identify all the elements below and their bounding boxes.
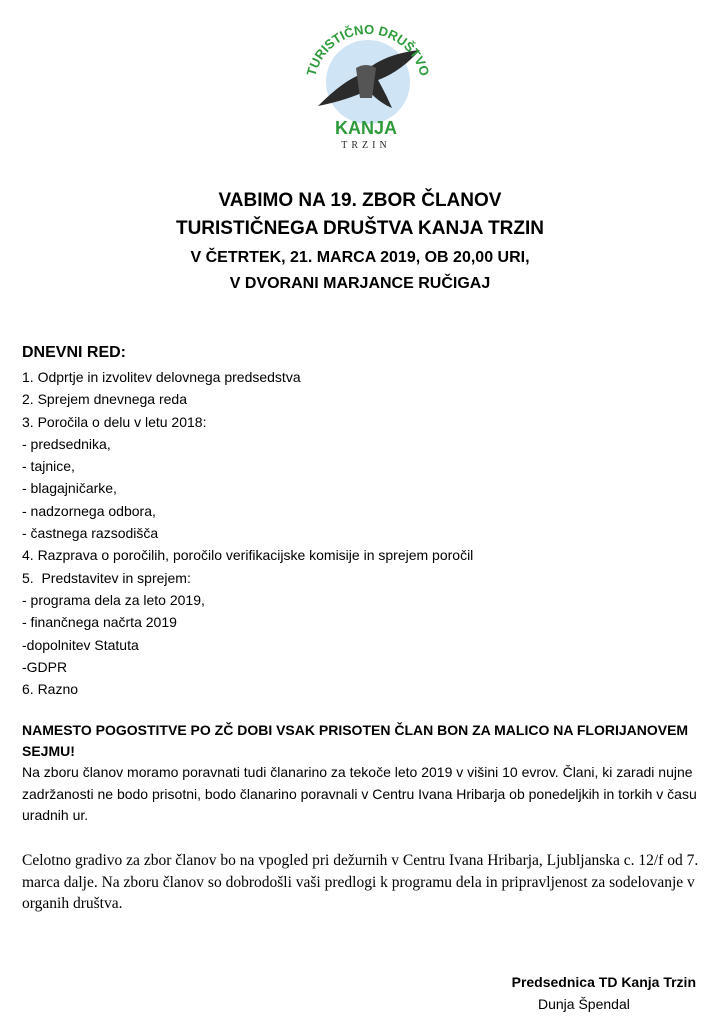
agenda-item: - finančnega načrta 2019: [22, 614, 177, 631]
agenda-item: - blagajničarke,: [22, 480, 117, 497]
materials-paragraph: Celotno gradivo za zbor članov bo na vpogled pri dežurnih v Centru Ivana Hribarja, Ljubljanska c. 12/f od 7. marca dalje. Na zboru članov so dobrodošli vaši predlogi k programu dela in pripravljenost za sodelovanje v organih društva.: [22, 852, 699, 912]
agenda-item: - častnega razsodišča: [22, 525, 159, 542]
agenda-item: 6. Razno: [22, 681, 79, 698]
membership-fee-paragraph: Na zboru članov moramo poravnati tudi članarino za tekoče leto 2019 v višini 10 evrov. Člani, ki zaradi nujne zadržanosti ne bodo prisotni, bodo članarino poravnali v Centru Ivana Hribarja ob ponedeljkih in torkih v času uradnih ur.: [22, 764, 697, 823]
agenda-item: -dopolnitev Statuta: [22, 636, 139, 653]
agenda-item: 4. Razprava o poročilih, poročilo verifikacijske komisije in sprejem poročil: [22, 547, 474, 564]
agenda-list: [22, 366, 473, 700]
agenda-item: 5. Predstavitev in sprejem:: [22, 569, 191, 586]
agenda-item: -GDPR: [22, 658, 68, 675]
logo-place: TRZIN: [341, 140, 391, 150]
agenda-item: 3. Poročila o delu v letu 2018:: [22, 413, 207, 430]
logo-arc-text: TURISTIČNO DRUŠTVO: [303, 21, 433, 78]
agenda-item: - nadzornega odbora,: [22, 502, 156, 519]
owl-icon: [296, 10, 436, 150]
meal-voucher-notice: NAMESTO POGOSTITVE PO ZČ DOBI VSAK PRISOTEN ČLAN BON ZA MALICO NA FLORIJANOVEM SEJMU!: [22, 722, 689, 759]
signature-title: Predsednica TD Kanja Trzin: [511, 974, 696, 990]
agenda-item: - tajnice,: [22, 458, 75, 475]
agenda-item: 2. Sprejem dnevnega reda: [22, 391, 187, 408]
agenda-item: - programa dela za leto 2019,: [22, 591, 205, 608]
logo-name: KANJA: [334, 118, 398, 138]
club-logo: [296, 10, 436, 150]
agenda-item: - predsednika,: [22, 435, 111, 452]
agenda-item: 1. Odprtje in izvolitev delovnega predsedstva: [22, 369, 301, 385]
meeting-venue: V DVORANI MARJANCE RUČIGAJ: [229, 275, 491, 292]
meeting-date: V ČETRTEK, 21. MARCA 2019, OB 20,00 URI,: [190, 249, 530, 266]
agenda-title: DNEVNI RED:: [22, 344, 127, 361]
signature-name: Dunja Špendal: [538, 996, 630, 1012]
invitation-title: VABIMO NA 19. ZBOR ČLANOV: [218, 190, 502, 211]
society-name: TURISTIČNEGA DRUŠTVA KANJA TRZIN: [175, 218, 545, 239]
